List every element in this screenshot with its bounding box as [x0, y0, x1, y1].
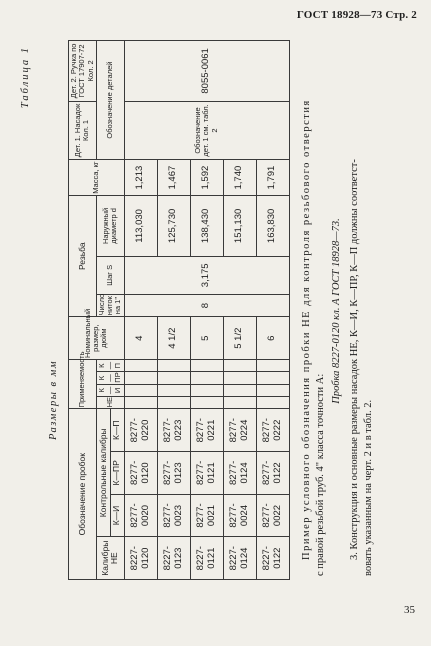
parts-designation-header: Обозначение деталей — [96, 41, 124, 160]
cell-app — [190, 372, 223, 384]
cell-kp: 8277-0220 — [124, 409, 157, 452]
app-kp-header: К—П — [96, 360, 124, 372]
cell-app — [124, 384, 157, 396]
body-text — [300, 46, 376, 576]
cell-diam: 125,730 — [157, 196, 190, 257]
cell-app — [124, 397, 157, 409]
cell-ki: 8277-0024 — [223, 494, 256, 537]
cell-app — [223, 397, 256, 409]
cell-mass: 1,740 — [223, 160, 256, 196]
cell-ne: 8227-0123 — [157, 537, 190, 580]
units-subtitle: Размеры в мм — [48, 359, 59, 440]
cell-app — [190, 384, 223, 396]
cell-ne: 8227-0120 — [124, 537, 157, 580]
cell-app — [256, 372, 289, 384]
cell-ki: 8277-0022 — [256, 494, 289, 537]
k-p-header: К—П — [110, 409, 124, 452]
cell-app — [124, 360, 157, 372]
control-group-header: Контрольные калибры — [96, 409, 110, 537]
cell-app — [190, 397, 223, 409]
cell-app — [157, 397, 190, 409]
cell-app — [223, 360, 256, 372]
rotated-content — [20, 40, 395, 580]
cell-app — [190, 360, 223, 372]
cell-app — [124, 372, 157, 384]
example-probe: Пробка 8227-0120 кл. А ГОСТ 18928—73. — [331, 218, 342, 404]
cell-nominal: 4 — [124, 317, 157, 360]
cell-kp: 8277-0222 — [256, 409, 289, 452]
paragraph-3-line-1: 3. Конструкция и основные размеры насадок НЕ, К—И, К—ПР, К—П должны соответст- — [349, 159, 360, 560]
cell-ne: 8227-0121 — [190, 537, 223, 580]
cell-app — [223, 384, 256, 396]
app-ne-header: НЕ — [96, 397, 124, 409]
cell-nominal: 5 — [190, 317, 223, 360]
cell-step: 3,175 — [124, 256, 289, 294]
cell-mass: 1,592 — [190, 160, 223, 196]
cell-app — [157, 372, 190, 384]
k-i-header: К—И — [110, 494, 124, 537]
dimensions-table — [68, 40, 290, 580]
designation-group-header: Обозначение пробок — [69, 409, 97, 580]
cell-app — [223, 372, 256, 384]
cell-ki: 8277-0021 — [190, 494, 223, 537]
part1-header: Дет. 1. Насадок Кол. 1 — [69, 101, 97, 159]
cell-nominal: 5 1/2 — [223, 317, 256, 360]
cell-nominal: 6 — [256, 317, 289, 360]
cell-app — [256, 360, 289, 372]
cell-kp: 8277-0223 — [157, 409, 190, 452]
app-kpr-header: К—ПР — [96, 372, 123, 383]
cell-kpr: 8277-0123 — [157, 452, 190, 495]
cell-diam: 151,130 — [223, 196, 256, 257]
cell-app — [157, 360, 190, 372]
cell-mass: 1,791 — [256, 160, 289, 196]
thread-group-header: Резьба — [69, 196, 97, 317]
table-label: Таблица 1 — [20, 46, 31, 109]
cell-kpr: 8277-0122 — [256, 452, 289, 495]
calibers-ne-header: Калибры НЕ — [96, 537, 124, 580]
cell-app — [256, 397, 289, 409]
part2-header: Дет. 2. Ручка по ГОСТ 17907-72 Кол. 2 — [69, 41, 97, 102]
cell-kpr: 8277-0120 — [124, 452, 157, 495]
cell-diam: 163,830 — [256, 196, 289, 257]
cell-mass: 1,213 — [124, 160, 157, 196]
running-header: ГОСТ 18928—73 Стр. 2 — [296, 9, 417, 21]
threads-header: Число ниток на 1" — [96, 293, 123, 316]
cell-app — [256, 384, 289, 396]
cell-mass: 1,467 — [157, 160, 190, 196]
cell-diam: 138,430 — [190, 196, 223, 257]
nominal-header: Номинальный размер, дюйм — [69, 317, 125, 360]
mass-header: Масса, кг — [69, 160, 125, 196]
k-pr-header: К—ПР — [110, 452, 124, 495]
table-row — [124, 41, 157, 580]
step-header: Шаг S — [96, 256, 124, 294]
cell-ne: 8227-0122 — [256, 537, 289, 580]
cell-kpr: 8277-0121 — [190, 452, 223, 495]
cell-threads: 8 — [124, 294, 289, 316]
cell-nominal: 4 1/2 — [157, 317, 190, 360]
cell-ne: 8227-0124 — [223, 537, 256, 580]
example-line-1: Пример условного обозначения пробки НЕ для контроля резьбового отверстия — [301, 99, 312, 560]
page-number: 35 — [404, 604, 415, 616]
cell-kp: 8277-0224 — [223, 409, 256, 452]
cell-diam: 113,030 — [124, 196, 157, 257]
cell-kpr: 8277-0124 — [223, 452, 256, 495]
cell-ki: 8277-0023 — [157, 494, 190, 537]
part2-value: 8055-0061 — [124, 41, 289, 102]
part1-note: Обозначение дет. 1 см. табл. 2 — [124, 101, 289, 159]
example-line-2: с правой резьбой труб. 4" класса точности А: — [315, 373, 326, 576]
app-ki-header: К—И — [96, 384, 124, 396]
applicability-group-header: Применяемость — [69, 360, 97, 409]
paragraph-3-line-2: вовать указанным на черт. 2 и в табл. 2. — [363, 399, 374, 576]
cell-kp: 8277-0221 — [190, 409, 223, 452]
outer-diam-header: Наружный диаметр d — [96, 196, 124, 257]
cell-app — [157, 384, 190, 396]
cell-ki: 8277-0020 — [124, 494, 157, 537]
